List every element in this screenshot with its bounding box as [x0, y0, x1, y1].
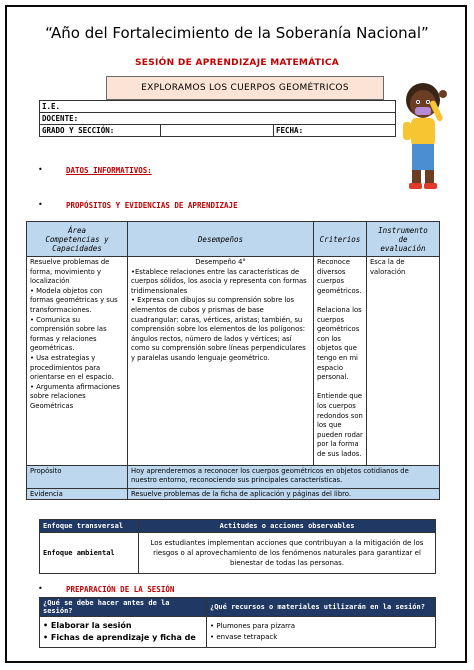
recurso-item: • envase tetrapack	[210, 633, 278, 641]
child-illustration	[393, 70, 455, 192]
fecha-label: FECHA:	[274, 125, 396, 137]
desempeno-cell	[128, 257, 314, 466]
area-header: Área Competencias y Capacidades	[27, 222, 128, 257]
enfoque-table	[39, 519, 436, 574]
recursos-header: ¿Qué recursos o materiales utilizarán en la sesión?	[207, 598, 436, 617]
grado-label: GRADO Y SECCIÓN:	[40, 125, 161, 137]
criterios-cell: Reconoce diversos cuerpos geométricos. Relaciona los cuerpos geométricos con los objetos que tengo en mi espacio personal. Entiende que los cuerpos redondos son los que pueden rodar por la forma de sus lados.	[314, 257, 367, 466]
preparacion-table	[39, 597, 436, 648]
antes-item: • Fichas de aprendizaje y ficha de	[43, 633, 196, 642]
year-title: “Año del Fortalecimiento de la Soberanía Nacional”	[45, 24, 429, 42]
proposito-table	[26, 221, 440, 500]
enfoque-ambiental: Enfoque ambiental	[40, 533, 139, 574]
session-type: SESIÓN DE APRENDIZAJE MATEMÁTICA	[134, 58, 340, 68]
docente-label: DOCENTE:	[40, 113, 396, 125]
bullet-icon: •	[38, 200, 43, 209]
proposito-label: Propósito	[27, 466, 128, 489]
antes-item: • Elaborar la sesión	[43, 621, 132, 630]
recursos-cell	[207, 617, 436, 648]
antes-header: ¿Qué se debe hacer antes de la sesión?	[40, 598, 207, 617]
desempeno-title: Desempeño 4°	[195, 258, 246, 266]
criterios-header: Criterios	[314, 222, 367, 257]
antes-cell	[40, 617, 207, 648]
session-title: EXPLORAMOS LOS CUERPOS GEOMÉTRICOS	[106, 76, 384, 100]
desempeno-text: •Establece relaciones entre las características de cuerpos sólidos, los asocia y representa con formas tridimensionales • Expresa con dibujos su comprensión sobre los elementos de cubos y prismas de base cuadrangular: caras, vértices, aristas; también, su comprensión sobre los elementos de los polígonos: ángulos rectos, número de lados y vértices; así como su comprensión sobre líneas perpendiculares y paralelas usando lenguaje geométrico.	[131, 267, 307, 362]
bullet-icon: •	[38, 165, 43, 174]
info-table	[39, 100, 396, 137]
bullet-icon: •	[38, 584, 43, 593]
competencias-cell: Resuelve problemas de forma, movimiento y localización • Modela objetos con formas geométricas y sus transformaciones. • Comunica su comprensión sobre las formas y relaciones geométricas. • Usa estrategias y procedimientos para orientarse en el espacio. • Argumenta afirmaciones sobre relaciones Geométricas	[27, 257, 128, 466]
enfoque-transversal-header: Enfoque transversal	[40, 520, 139, 533]
datos-informativos-heading: DATOS INFORMATIVOS:	[66, 166, 152, 175]
instrumento-cell: Esca la de valoración	[367, 257, 440, 466]
proposito-text: Hoy aprenderemos a reconocer los cuerpos geométricos en objetos cotidianos de nuestro entorno, reconociendo sus principales características.	[128, 466, 440, 489]
preparacion-heading: PREPARACIÓN DE LA SESIÓN	[66, 585, 175, 594]
evidencia-label: Evidencia	[27, 489, 128, 500]
recurso-item: • Plumones para pizarra	[210, 622, 296, 630]
instrumento-header: Instrumento de evaluación	[367, 222, 440, 257]
enfoque-text: Los estudiantes implementan acciones que contribuyan a la mitigación de los riesgos o al aprovechamiento de los fenómenos naturales para garantizar el bienestar de todas las personas.	[139, 533, 436, 574]
desempenos-header: Desempeños	[128, 222, 314, 257]
ie-label: I.E.	[40, 101, 396, 113]
actitudes-header: Actitudes o acciones observables	[139, 520, 436, 533]
evidencia-text: Resuelve problemas de la ficha de aplicación y páginas del libro.	[128, 489, 440, 500]
propositos-heading: PROPÓSITOS Y EVIDENCIAS DE APRENDIZAJE	[66, 201, 238, 210]
